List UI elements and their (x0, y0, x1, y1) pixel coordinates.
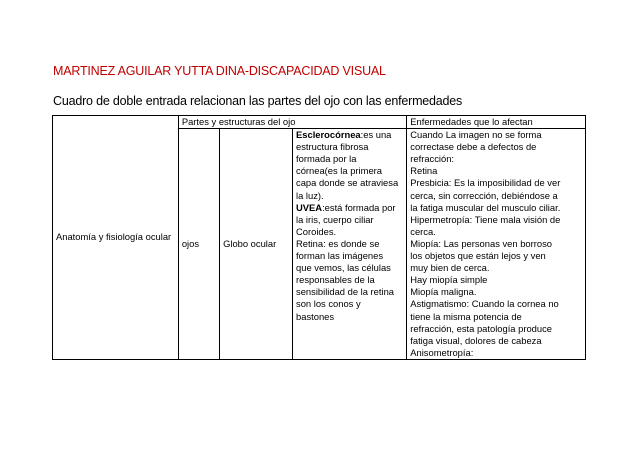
disease-line: Retina (410, 165, 438, 177)
structure-cell (220, 129, 293, 360)
component-line (296, 141, 404, 153)
component-text: son los conos y (296, 298, 361, 310)
comparison-table (52, 115, 586, 360)
disease-line: Miopía: Las personas ven borroso (410, 237, 552, 249)
component-line (296, 226, 404, 238)
component-term: Esclerocórnea (296, 129, 361, 141)
component-text: Retina: es donde se (296, 237, 380, 249)
component-text: :está formada por (322, 201, 396, 213)
disease-line: fatiga visual, dolores de cabeza (410, 334, 542, 346)
header-parts: Partes y estructuras del ojo (181, 116, 296, 127)
component-text: sensibilidad de la retina (296, 286, 394, 298)
disease-line: Hipermetropía: Tiene mala visión de (410, 213, 561, 225)
disease-line: Cuando La imagen no se forma (410, 129, 542, 141)
disease-line: muy bien de cerca. (410, 262, 490, 274)
disease-line: refracción: (410, 153, 455, 165)
structure-text: Globo ocular (223, 237, 277, 249)
component-text: la iris, cuerpo ciliar (296, 213, 374, 225)
header-diseases-cell (407, 116, 586, 129)
disease-line: Astigmatismo: Cuando la cornea no (410, 298, 559, 310)
component-text: :es una (360, 129, 392, 141)
component-text: forman las imágenes (296, 250, 384, 262)
table-header-row (53, 116, 586, 129)
component-line (296, 286, 404, 298)
document-title: MARTINEZ AGUILAR YUTTA DINA-DISCAPACIDAD VISUAL (53, 64, 386, 78)
header-parts-cell (178, 116, 406, 129)
disease-line: la fatiga muscular del musculo ciliar. (410, 201, 561, 213)
diseases-cell (407, 129, 586, 360)
row-label: Anatomía y fisiología ocular (56, 231, 172, 243)
diseases-list (410, 129, 583, 359)
component-line (296, 262, 404, 274)
disease-line: Miopía maligna. (410, 286, 477, 298)
disease-line: los objetos que están lejos y ven (410, 250, 546, 262)
component-text: Coroides. (296, 225, 337, 237)
organ-text: ojos (181, 237, 200, 249)
component-line (296, 202, 404, 214)
component-text: estructura fibrosa (296, 141, 369, 153)
row-label-cell (53, 116, 179, 360)
component-text: la luz). (296, 189, 324, 201)
component-text: responsables de la (296, 274, 375, 286)
component-text: bastones (296, 310, 335, 322)
disease-line: Anisometropía: (410, 346, 474, 358)
document-subtitle: Cuadro de doble entrada relacionan las partes del ojo con las enfermedades (53, 94, 463, 108)
components-cell (293, 129, 407, 360)
component-line (296, 129, 404, 141)
disease-line: tiene la misma potencia de (410, 310, 522, 322)
components-list (296, 129, 404, 323)
disease-line: cerca, sin corrección, debiéndose a (410, 189, 558, 201)
component-line (296, 311, 404, 323)
component-text: córnea(es la primera (296, 165, 382, 177)
organ-cell (178, 129, 219, 360)
disease-line: correctase debe a defectos de (410, 141, 537, 153)
component-text: formada por la (296, 153, 357, 165)
component-line (296, 238, 404, 250)
component-text: que vemos, las células (296, 262, 391, 274)
component-line (296, 214, 404, 226)
component-line (296, 190, 404, 202)
disease-line: refracción, esta patología produce (410, 322, 553, 334)
disease-line: Hay miopía simple (410, 274, 488, 286)
component-line (296, 274, 404, 286)
component-term: UVEA (296, 201, 323, 213)
component-line (296, 298, 404, 310)
component-text: capa donde se atraviesa (296, 177, 399, 189)
component-line (296, 250, 404, 262)
disease-line: Presbicia: Es la imposibilidad de ver (410, 177, 561, 189)
component-line (296, 153, 404, 165)
disease-line: cerca. (410, 225, 436, 237)
component-line (296, 177, 404, 189)
component-line (296, 165, 404, 177)
header-diseases: Enfermedades que lo afectan (410, 116, 533, 127)
